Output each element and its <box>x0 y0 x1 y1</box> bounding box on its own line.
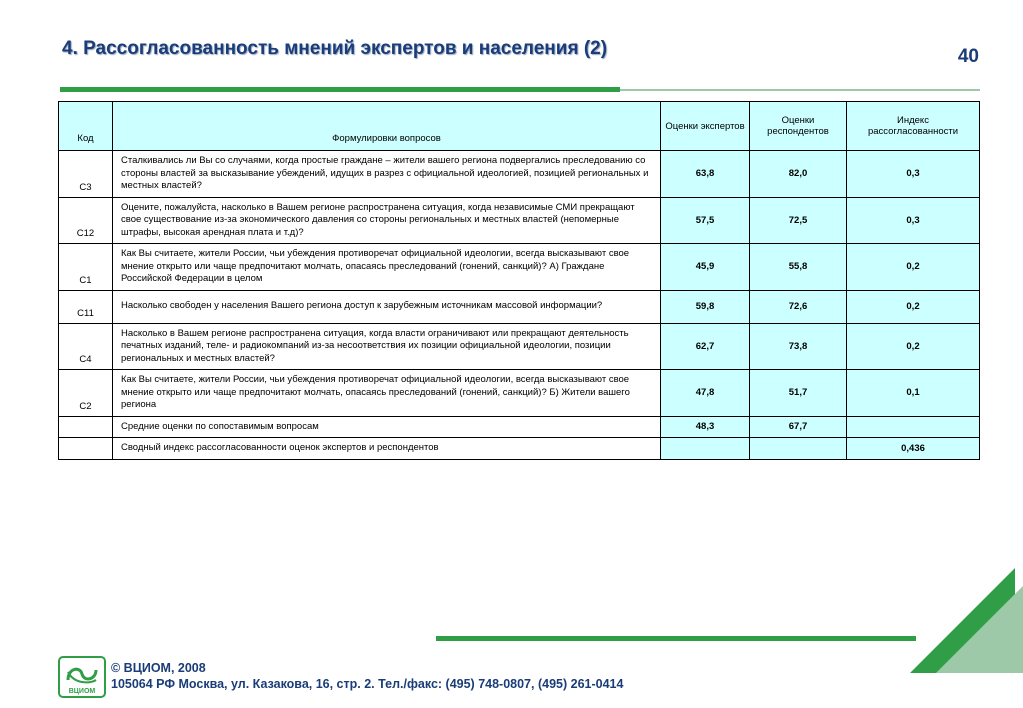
row-respondents: 72,5 <box>750 197 847 244</box>
row-index: 0,3 <box>847 151 980 198</box>
row-index: 0,3 <box>847 197 980 244</box>
table-row <box>59 151 980 198</box>
row-question: Оцените, пожалуйста, насколько в Вашем регионе распространена ситуация, когда независимые СМИ прекращают свое существование из-за экономического давления со стороны региональных и местных властей (непомерные штрафы, высокая арендная плата и т.д)? <box>113 197 661 244</box>
row-experts: 57,5 <box>661 197 750 244</box>
average-code <box>59 416 113 438</box>
top-rule <box>60 87 620 92</box>
bottom-rule <box>436 636 916 641</box>
header-experts: Оценки экспертов <box>661 102 750 151</box>
row-index: 0,2 <box>847 323 980 370</box>
page-number: 40 <box>957 46 979 67</box>
row-experts: 62,7 <box>661 323 750 370</box>
row-question: Насколько свободен у населения Вашего региона доступ к зарубежным источникам массовой информации? <box>113 290 661 323</box>
row-code: C1 <box>59 244 113 291</box>
row-question: Насколько в Вашем регионе распространена ситуация, когда власти ограничивают или прекращают деятельность печатных изданий, теле- и радиокомпаний из-за несоответствия их позиции официальной идеологии, позиции региональных и местных властей? <box>113 323 661 370</box>
vciom-logo <box>58 656 106 698</box>
logo-icon <box>60 658 104 696</box>
summary-question: Сводный индекс рассогласованности оценок экспертов и респондентов <box>113 438 661 460</box>
summary-index: 0,436 <box>847 438 980 460</box>
table-row <box>59 290 980 323</box>
row-respondents: 51,7 <box>750 370 847 417</box>
header-code: Код <box>59 102 113 151</box>
table-row <box>59 323 980 370</box>
row-respondents: 82,0 <box>750 151 847 198</box>
row-code: C3 <box>59 151 113 198</box>
row-question: Как Вы считаете, жители России, чьи убеждения противоречат официальной идеологии, всегда высказывают свое мнение открыто или чаще предпочитают молчать, опасаясь преследований (гонений, санкций)? А) Граждане Российской Федерации в целом <box>113 244 661 291</box>
row-respondents: 73,8 <box>750 323 847 370</box>
summary-respondents <box>750 438 847 460</box>
footer-address: 105064 РФ Москва, ул. Казакова, 16, стр. 2. Тел./факс: (495) 748-0807, (495) 261-0414 <box>111 677 624 691</box>
top-rule-light <box>620 89 980 91</box>
row-code: C2 <box>59 370 113 417</box>
row-code: C11 <box>59 290 113 323</box>
row-experts: 45,9 <box>661 244 750 291</box>
table-row <box>59 244 980 291</box>
average-index <box>847 416 980 438</box>
row-experts: 59,8 <box>661 290 750 323</box>
footer <box>111 660 623 692</box>
page-title: 4. Рассогласованность мнений экспертов и населения (2) <box>62 38 608 59</box>
row-respondents: 55,8 <box>750 244 847 291</box>
row-index: 0,2 <box>847 290 980 323</box>
summary-code <box>59 438 113 460</box>
average-experts: 48,3 <box>661 416 750 438</box>
summary-row <box>59 438 980 460</box>
row-index: 0,2 <box>847 244 980 291</box>
average-respondents: 67,7 <box>750 416 847 438</box>
header-question: Формулировки вопросов <box>113 102 661 151</box>
row-experts: 47,8 <box>661 370 750 417</box>
table-header-row <box>59 102 980 151</box>
row-question: Сталкивались ли Вы со случаями, когда простые граждане – жители вашего региона подвергались преследованию со стороны властей за высказывание убеждений, идущих в разрез с официальной идеологией, позицией региональных и местных властей? <box>113 151 661 198</box>
row-code: C4 <box>59 323 113 370</box>
average-question: Средние оценки по сопоставимым вопросам <box>113 416 661 438</box>
row-code: C12 <box>59 197 113 244</box>
header-index: Индекс рассогласованности <box>847 102 980 151</box>
logo-text: ВЦИОМ <box>68 688 96 695</box>
comparison-table <box>58 101 980 460</box>
row-respondents: 72,6 <box>750 290 847 323</box>
header-respondents: Оценки респондентов <box>750 102 847 151</box>
row-index: 0,1 <box>847 370 980 417</box>
table-row <box>59 197 980 244</box>
summary-experts <box>661 438 750 460</box>
average-row <box>59 416 980 438</box>
row-experts: 63,8 <box>661 151 750 198</box>
corner-decoration-light <box>936 586 1023 673</box>
footer-copyright: © ВЦИОМ, 2008 <box>111 661 206 675</box>
row-question: Как Вы считаете, жители России, чьи убеждения противоречат официальной идеологии, всегда высказывают свое мнение открыто или чаще предпочитают молчать, опасаясь преследований (гонений, санкций)? Б) Жители вашего региона <box>113 370 661 417</box>
table-row <box>59 370 980 417</box>
